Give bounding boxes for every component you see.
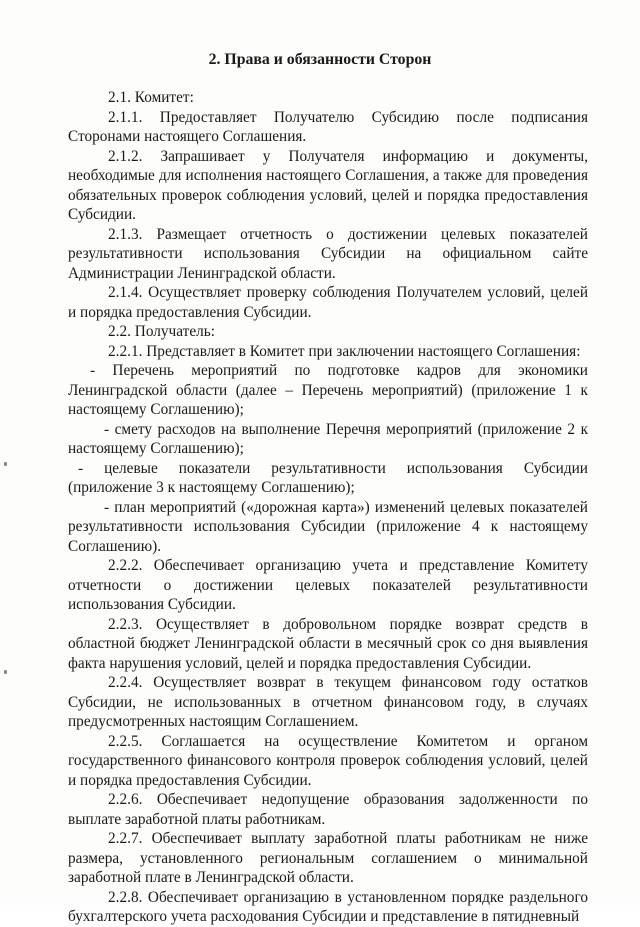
paragraph: 2.1.3. Размещает отчетность о достижении целевых показателей результативности использования Субсидии на официальном сайте Администрации Ленинградской области. [68,225,588,282]
list-item: - целевые показатели результативности использования Субсидии (приложение 3 к настоящему Соглашению); [68,459,588,496]
list-item: - Перечень мероприятий по подготовке кадров для экономики Ленинградской области (далее – Перечень мероприятий) (приложение 1 к настоящему Соглашению); [68,362,588,418]
paragraph: 2.2.5. Соглашается на осуществление Комитетом и органом государственного финансового контроля проверок соблюдения условий, целей и порядка предоставления Субсидии. [68,732,588,789]
paragraph: 2.1.1. Предоставляет Получателю Субсидию после подписания Сторонами настоящего Соглашения. [68,108,588,145]
paragraph: 2.2.4. Осуществляет возврат в текущем финансовом году остатков Субсидии, не использованных в отчетном финансовом году, в случаях предусмотренных настоящим Соглашением. [68,674,588,730]
paragraph: 2.2.3. Осуществляет в добровольном порядке возврат средств в областной бюджет Ленинградской области в месячный срок со дня выявления факта нарушения условий, целей и порядка предоставления Субсидии. [68,615,588,672]
document-body [68,88,588,927]
list-item: - план мероприятий («дорожная карта») изменений целевых показателей результативности использования Субсидии (приложение 4 к настоящему Соглашению). [68,498,588,555]
scan-speck [4,670,7,674]
paragraph: 2.1. Комитет: [108,89,194,106]
paragraph: 2.1.4. Осуществляет проверку соблюдения Получателем условий, целей и порядка предоставления Субсидии. [68,284,588,321]
paragraph: 2.2.7. Обеспечивает выплату заработной платы работникам не ниже размера, установленного региональным соглашением о минимальной заработной плате в Ленинградской области. [68,830,588,886]
section-title: 2. Права и обязанности Сторон [208,51,432,68]
paragraph: 2.2.6. Обеспечивает недопущение образования задолженности по выплате заработной платы работникам. [68,791,588,828]
paragraph: 2.2.8. Обеспечивает организацию в установленном порядке раздельного бухгалтерского учета расходования Субсидии и представление в пятидневный [68,888,588,925]
list-item: - смету расходов на выполнение Перечня мероприятий (приложение 2 к настоящему Соглашению); [68,420,588,457]
paragraph: 2.2. Получатель: [108,323,215,340]
paragraph: 2.1.2. Запрашивает у Получателя информацию и документы, необходимые для исполнения настоящего Соглашения, а также для проведения обязательных проверок соблюдения условий, целей и порядка предоставления Субсидии. [68,147,588,223]
scan-speck [4,462,7,466]
paragraph: 2.2.1. Представляет в Комитет при заключении настоящего Соглашения: [108,342,581,360]
paragraph: 2.2.2. Обеспечивает организацию учета и представление Комитету отчетности о достижении целевых показателей результативности использования Субсидии. [68,557,588,613]
